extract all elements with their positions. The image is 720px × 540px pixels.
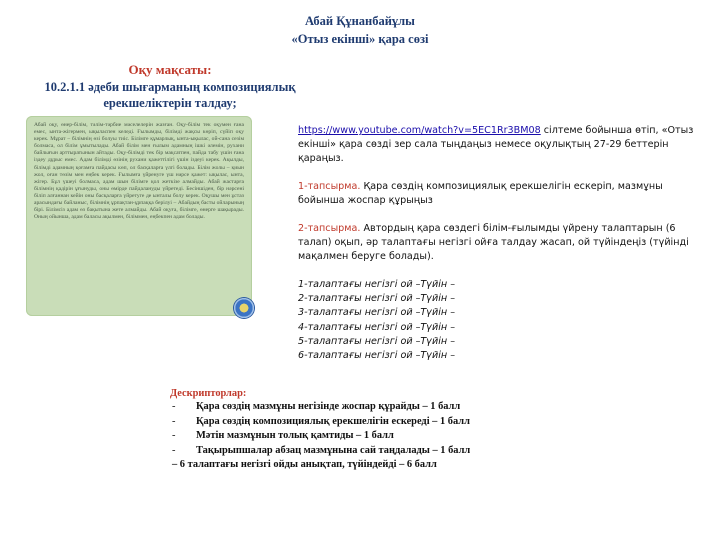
descriptor-item	[170, 430, 550, 445]
bullet-dash-icon: -	[172, 430, 176, 442]
link-suffix: сілтеме бойынша өтіп, «Отыз екінші» қара сөзді зер сала тыңдаңыз немесе оқулықтың 27-29 беттерін қараңыз.	[298, 125, 694, 164]
descriptor-list	[170, 401, 550, 459]
task-2	[298, 222, 698, 264]
bullet-dash-icon: -	[172, 415, 176, 427]
task-1-label: 1-тапсырма.	[298, 181, 361, 192]
descriptor-text: Қара сөздің мазмұны негізінде жоспар құрайды – 1 балл	[196, 401, 461, 412]
goal-text: 10.2.1.1 әдеби шығарманың композициялық ерекшеліктерін талдау;	[44, 80, 296, 110]
descriptor-last: – 6 талаптағы негізгі ойды анықтап, түйіндейді – 6 балл	[172, 459, 437, 471]
descriptor-text: Мәтін мазмұнын толық қамтиды – 1 балл	[196, 430, 394, 442]
page-subtitle: «Отыз екінші» қара сөзі	[291, 32, 429, 46]
descriptors-section	[170, 388, 550, 470]
task-1	[298, 180, 698, 208]
seal-icon	[234, 298, 254, 318]
bullet-dash-icon: -	[172, 401, 176, 412]
task-1-text: Қара сөздің композициялық ерекшелігін ескеріп, мазмұны бойынша жоспар құрыңыз	[298, 181, 663, 206]
descriptors-title: Дескрипторлар:	[170, 388, 247, 399]
goal-label: Оқу мақсаты:	[128, 62, 212, 77]
requirement-item: 1-талаптағы негізгі ой –Түйін –	[298, 279, 455, 290]
requirement-item: 6-талаптағы негізгі ой –Түйін –	[298, 349, 455, 361]
task-2-text: Автордың қара сөздегі білім-ғылымды үйрену талаптарын (6 талап) оқып, әр талаптағы негізгі ойға талдау жасап, ой түйіндеңіз (түйінді мақалмен беруге болады).	[298, 223, 689, 262]
link-paragraph	[298, 124, 698, 166]
bullet-dash-icon: -	[172, 444, 176, 456]
learning-goal	[20, 62, 320, 111]
requirement-item: 3-талаптағы негізгі ой –Түйін –	[298, 307, 455, 319]
requirement-item: 4-талаптағы негізгі ой –Түйін –	[298, 321, 455, 333]
tasks-section	[298, 124, 698, 363]
descriptor-text: Тақырыпшалар абзац мазмұнына сай таңдалады – 1 балл	[196, 444, 471, 456]
requirement-item: 5-талаптағы негізгі ой –Түйін –	[298, 335, 455, 347]
page-title: Абай Құнанбайұлы	[305, 14, 415, 28]
descriptor-item	[170, 416, 550, 431]
youtube-link[interactable]: https://www.youtube.com/watch?v=5EC1Rr3BM08	[298, 125, 541, 136]
requirement-item: 2-талаптағы негізгі ой –Түйін –	[298, 293, 455, 305]
descriptor-item	[170, 445, 550, 460]
descriptor-item	[170, 401, 550, 416]
descriptor-text: Қара сөздің композициялық ерекшелігін ескереді – 1 балл	[196, 415, 470, 427]
requirement-list	[298, 278, 698, 363]
excerpt-text: Абай оқу, өнер-білім, тәлім-тәрбие мәселелерін жазған. Оқу-білім тек оқумен ғана емес, ынта-жігермен, ықыласпен келеді. Ғылымды, білімді жақсы көріп, сүйіп оқу керек. Мұрат – білімнің өзі болуы тиіс. Білімге құмарлық, ынта-ықылас, ой-сана сезім болмаса, ол білім ұмытылады. Абай білім мен ғылым адамның ішкі әлемін, рухани байлығын арттыратынын айтады. Оқу-білімді тек бір мақсатпен, пайда табу үшін ғана іздеу дұрыс емес. Адам білімді өзінің рухани қажеттілігі үшін іздеуі керек. Ақылды, білімді адамның қоғамға пайдасы көп, ол басқаларға үлгі болады. Білім жолы – қиын жол, оған төзім мен еңбек керек. Ғылымға үйренуге үш нәрсе қажет: ықылас, ынта, жігер. Бұл үшеуі болмаса, адам шын білімге қол жеткізе алмайды. Абай жастарға білімнің қадірін ұғынуды, оны өмірде пайдалануды үйретеді. Бесіншіден, бір нәрсені біліп алғаннан кейін оны басқаларға үйретуге де ынталы болу керек. Оқушы мен ұстаз арасындағы байланыс, білімнің ұрпақтан-ұрпаққа берілуі – Абайдың басты ойларының бірі. Білімсіз адам өз бақытына жете алмайды. Абай оқуға, білімге, өнерге шақырады. Оның ойынша, адам баласы ақылмен, біліммен, еңбекпен адам болады.	[34, 122, 244, 221]
task-2-label: 2-тапсырма.	[298, 223, 361, 234]
text-excerpt-image	[26, 116, 252, 316]
